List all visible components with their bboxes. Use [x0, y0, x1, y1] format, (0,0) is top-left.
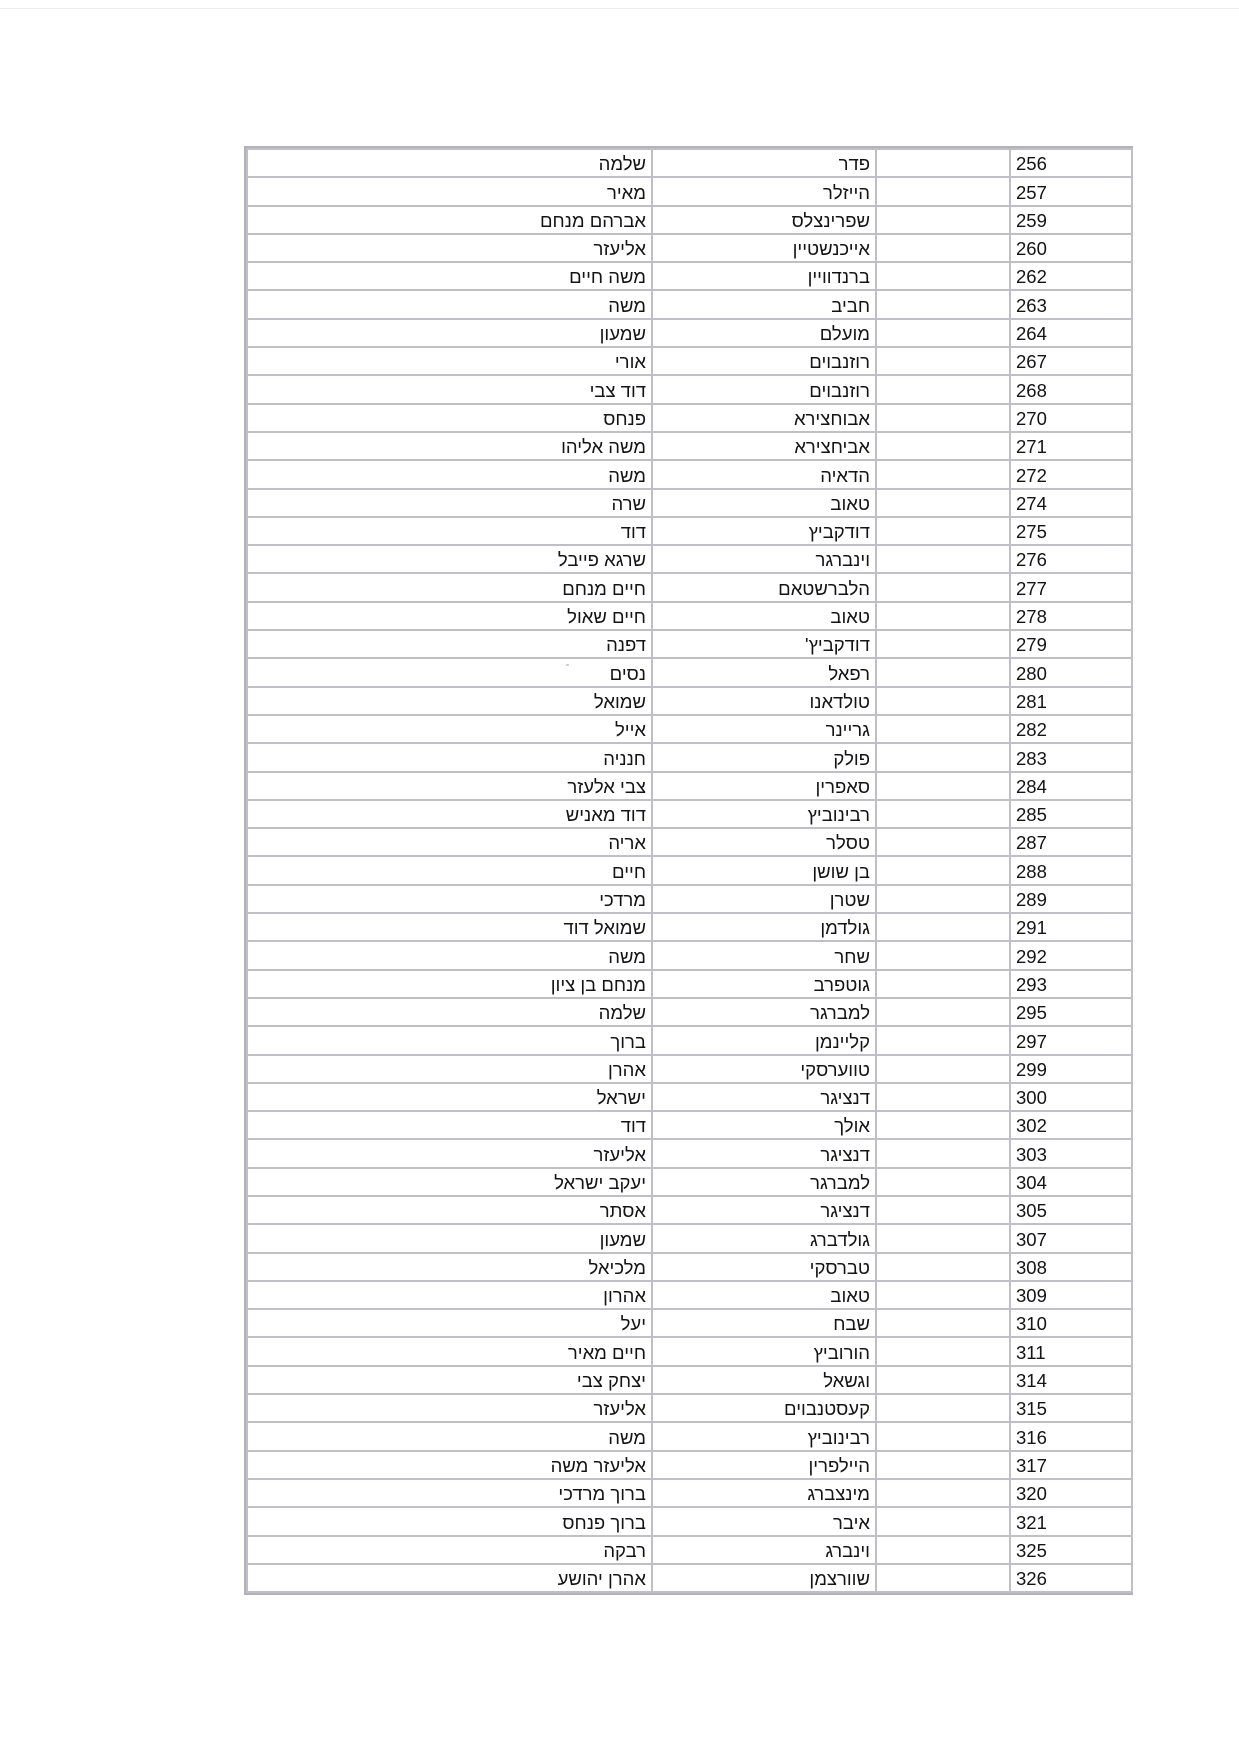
empty-cell — [876, 856, 1010, 884]
table-row — [247, 1253, 1132, 1281]
empty-cell — [876, 460, 1010, 488]
last-name: טווערסקי — [652, 1055, 876, 1083]
first-name: דוד — [247, 1111, 652, 1139]
first-name: משה — [247, 1422, 652, 1450]
empty-cell — [876, 687, 1010, 715]
empty-cell — [876, 1366, 1010, 1394]
first-name: צבי אלעזר — [247, 772, 652, 800]
empty-cell — [876, 319, 1010, 347]
table-row — [247, 856, 1132, 884]
empty-cell — [876, 177, 1010, 205]
last-name: מינצברג — [652, 1479, 876, 1507]
row-number: 260 — [1010, 234, 1132, 262]
empty-cell — [876, 149, 1010, 177]
table-row — [247, 1309, 1132, 1337]
first-name: חיים שאול — [247, 602, 652, 630]
first-name: אליעזר — [247, 234, 652, 262]
empty-cell — [876, 573, 1010, 601]
row-number: 275 — [1010, 517, 1132, 545]
table-row — [247, 545, 1132, 573]
empty-cell — [876, 998, 1010, 1026]
first-name: אורי — [247, 347, 652, 375]
empty-cell — [876, 375, 1010, 403]
last-name: בן שושן — [652, 856, 876, 884]
last-name: רבינוביץ — [652, 800, 876, 828]
last-name: איבר — [652, 1507, 876, 1535]
first-name: ברוך מרדכי — [247, 1479, 652, 1507]
table-row — [247, 1507, 1132, 1535]
table-row — [247, 772, 1132, 800]
last-name: טאוב — [652, 1281, 876, 1309]
row-number: 281 — [1010, 687, 1132, 715]
empty-cell — [876, 404, 1010, 432]
last-name: גולדמן — [652, 913, 876, 941]
table-row — [247, 177, 1132, 205]
row-number: 297 — [1010, 1026, 1132, 1054]
first-name: אייל — [247, 715, 652, 743]
row-number: 289 — [1010, 885, 1132, 913]
table-row — [247, 573, 1132, 601]
empty-cell — [876, 1224, 1010, 1252]
empty-cell — [876, 1196, 1010, 1224]
table-row — [247, 234, 1132, 262]
last-name: טאוב — [652, 602, 876, 630]
names-table-body — [247, 149, 1132, 1592]
row-number: 315 — [1010, 1394, 1132, 1422]
row-number: 307 — [1010, 1224, 1132, 1252]
empty-cell — [876, 262, 1010, 290]
table-row — [247, 743, 1132, 771]
empty-cell — [876, 1139, 1010, 1167]
first-name: אברהם מנחם — [247, 206, 652, 234]
last-name: קליינמן — [652, 1026, 876, 1054]
table-row — [247, 1055, 1132, 1083]
first-name: שרגא פייבל — [247, 545, 652, 573]
first-name: פנחס — [247, 404, 652, 432]
empty-cell — [876, 1168, 1010, 1196]
first-name: אליעזר — [247, 1139, 652, 1167]
row-number: 293 — [1010, 970, 1132, 998]
empty-cell — [876, 1507, 1010, 1535]
first-name: משה — [247, 941, 652, 969]
row-number: 310 — [1010, 1309, 1132, 1337]
last-name: טברסקי — [652, 1253, 876, 1281]
table-row — [247, 1111, 1132, 1139]
last-name: וגשאל — [652, 1366, 876, 1394]
row-number: 303 — [1010, 1139, 1132, 1167]
empty-cell — [876, 517, 1010, 545]
empty-cell — [876, 1055, 1010, 1083]
first-name: אליעזר — [247, 1394, 652, 1422]
row-number: 257 — [1010, 177, 1132, 205]
row-number: 304 — [1010, 1168, 1132, 1196]
table-row — [247, 998, 1132, 1026]
empty-cell — [876, 1479, 1010, 1507]
last-name: חביב — [652, 290, 876, 318]
row-number: 300 — [1010, 1083, 1132, 1111]
table-row — [247, 1422, 1132, 1450]
empty-cell — [876, 234, 1010, 262]
table-row — [247, 913, 1132, 941]
last-name: קעסטנבוים — [652, 1394, 876, 1422]
last-name: רפאל — [652, 658, 876, 686]
first-name: אריה — [247, 828, 652, 856]
row-number: 321 — [1010, 1507, 1132, 1535]
row-number: 259 — [1010, 206, 1132, 234]
first-name: אהרון — [247, 1281, 652, 1309]
first-name: חיים מנחם — [247, 573, 652, 601]
row-number: 256 — [1010, 149, 1132, 177]
table-row — [247, 1224, 1132, 1252]
table-row — [247, 715, 1132, 743]
last-name: גריינר — [652, 715, 876, 743]
table-row — [247, 517, 1132, 545]
empty-cell — [876, 658, 1010, 686]
first-name: מאיר — [247, 177, 652, 205]
table-row — [247, 1564, 1132, 1592]
table-row — [247, 602, 1132, 630]
empty-cell — [876, 800, 1010, 828]
empty-cell — [876, 941, 1010, 969]
table-row — [247, 1083, 1132, 1111]
table-row — [247, 489, 1132, 517]
names-table — [246, 148, 1133, 1593]
empty-cell — [876, 1536, 1010, 1564]
row-number: 285 — [1010, 800, 1132, 828]
row-number: 270 — [1010, 404, 1132, 432]
table-row — [247, 149, 1132, 177]
table-row — [247, 1366, 1132, 1394]
table-row — [247, 1479, 1132, 1507]
first-name: אסתר — [247, 1196, 652, 1224]
empty-cell — [876, 772, 1010, 800]
table-row — [247, 206, 1132, 234]
first-name: ברוך — [247, 1026, 652, 1054]
empty-cell — [876, 1083, 1010, 1111]
last-name: מועלם — [652, 319, 876, 347]
row-number: 276 — [1010, 545, 1132, 573]
table-row — [247, 1168, 1132, 1196]
row-number: 299 — [1010, 1055, 1132, 1083]
row-number: 309 — [1010, 1281, 1132, 1309]
row-number: 305 — [1010, 1196, 1132, 1224]
table-row — [247, 1026, 1132, 1054]
empty-cell — [876, 1337, 1010, 1365]
first-name: חיים — [247, 856, 652, 884]
row-number: 287 — [1010, 828, 1132, 856]
table-row — [247, 1394, 1132, 1422]
last-name: אביחצירא — [652, 432, 876, 460]
row-number: 284 — [1010, 772, 1132, 800]
last-name: אולך — [652, 1111, 876, 1139]
first-name: דוד מאניש — [247, 800, 652, 828]
first-name: יעקב ישראל — [247, 1168, 652, 1196]
last-name: רבינוביץ — [652, 1422, 876, 1450]
row-number: 268 — [1010, 375, 1132, 403]
first-name: אהרן — [247, 1055, 652, 1083]
table-row — [247, 1139, 1132, 1167]
first-name: שלמה — [247, 998, 652, 1026]
empty-cell — [876, 715, 1010, 743]
empty-cell — [876, 743, 1010, 771]
table-row — [247, 290, 1132, 318]
row-number: 283 — [1010, 743, 1132, 771]
last-name: אבוחצירא — [652, 404, 876, 432]
empty-cell — [876, 1281, 1010, 1309]
empty-cell — [876, 970, 1010, 998]
row-number: 288 — [1010, 856, 1132, 884]
table-row — [247, 1196, 1132, 1224]
empty-cell — [876, 1451, 1010, 1479]
last-name: טולדאנו — [652, 687, 876, 715]
last-name: למברגר — [652, 998, 876, 1026]
first-name: שמעון — [247, 319, 652, 347]
last-name: הדאיה — [652, 460, 876, 488]
empty-cell — [876, 1309, 1010, 1337]
last-name: למברגר — [652, 1168, 876, 1196]
row-number: 274 — [1010, 489, 1132, 517]
last-name: דודקביץ — [652, 517, 876, 545]
row-number: 282 — [1010, 715, 1132, 743]
empty-cell — [876, 630, 1010, 658]
row-number: 326 — [1010, 1564, 1132, 1592]
row-number: 267 — [1010, 347, 1132, 375]
row-number: 291 — [1010, 913, 1132, 941]
empty-cell — [876, 1026, 1010, 1054]
first-name: חנניה — [247, 743, 652, 771]
first-name: דפנה — [247, 630, 652, 658]
row-number: 316 — [1010, 1422, 1132, 1450]
empty-cell — [876, 885, 1010, 913]
empty-cell — [876, 489, 1010, 517]
table-row — [247, 319, 1132, 347]
table-row — [247, 687, 1132, 715]
first-name: יצחק צבי — [247, 1366, 652, 1394]
row-number: 271 — [1010, 432, 1132, 460]
row-number: 302 — [1010, 1111, 1132, 1139]
last-name: הלברשטאם — [652, 573, 876, 601]
table-row — [247, 800, 1132, 828]
last-name: הייזלר — [652, 177, 876, 205]
row-number: 263 — [1010, 290, 1132, 318]
empty-cell — [876, 545, 1010, 573]
first-name: אהרן יהושע — [247, 1564, 652, 1592]
first-name: שמעון — [247, 1224, 652, 1252]
last-name: רוזנבוים — [652, 347, 876, 375]
last-name: וינברג — [652, 1536, 876, 1564]
row-number: 295 — [1010, 998, 1132, 1026]
last-name: שוורצמן — [652, 1564, 876, 1592]
empty-cell — [876, 828, 1010, 856]
first-name: יעל — [247, 1309, 652, 1337]
first-name: רבקה — [247, 1536, 652, 1564]
row-number: 277 — [1010, 573, 1132, 601]
row-number: 272 — [1010, 460, 1132, 488]
row-number: 280 — [1010, 658, 1132, 686]
last-name: שבח — [652, 1309, 876, 1337]
last-name: גולדברג — [652, 1224, 876, 1252]
row-number: 325 — [1010, 1536, 1132, 1564]
first-name: ישראל — [247, 1083, 652, 1111]
table-row — [247, 630, 1132, 658]
last-name: הורוביץ — [652, 1337, 876, 1365]
last-name: דנציגר — [652, 1196, 876, 1224]
last-name: גוטפרב — [652, 970, 876, 998]
empty-cell — [876, 1422, 1010, 1450]
first-name: מנחם בן ציון — [247, 970, 652, 998]
row-number: 292 — [1010, 941, 1132, 969]
table-row — [247, 1536, 1132, 1564]
last-name: פדר — [652, 149, 876, 177]
table-row — [247, 885, 1132, 913]
last-name: טסלר — [652, 828, 876, 856]
empty-cell — [876, 290, 1010, 318]
table-row — [247, 347, 1132, 375]
row-number: 314 — [1010, 1366, 1132, 1394]
last-name: וינברגר — [652, 545, 876, 573]
first-name: ברוך פנחס — [247, 1507, 652, 1535]
last-name: ברנדוויין — [652, 262, 876, 290]
first-name: שמואל — [247, 687, 652, 715]
first-name: מלכיאל — [247, 1253, 652, 1281]
last-name: שפרינצלס — [652, 206, 876, 234]
last-name: דנציגר — [652, 1083, 876, 1111]
row-number: 279 — [1010, 630, 1132, 658]
first-name: דוד — [247, 517, 652, 545]
first-name: דוד צבי — [247, 375, 652, 403]
table-row — [247, 460, 1132, 488]
first-name: שמואל דוד — [247, 913, 652, 941]
first-name: אליעזר משה — [247, 1451, 652, 1479]
empty-cell — [876, 1111, 1010, 1139]
row-number: 264 — [1010, 319, 1132, 347]
first-name: נסים — [247, 658, 652, 686]
first-name: שלמה — [247, 149, 652, 177]
first-name: משה אליהו — [247, 432, 652, 460]
first-name: מרדכי — [247, 885, 652, 913]
last-name: דודקביץ' — [652, 630, 876, 658]
table-row — [247, 375, 1132, 403]
last-name: סאפרין — [652, 772, 876, 800]
table-row — [247, 404, 1132, 432]
row-number: 317 — [1010, 1451, 1132, 1479]
first-name: משה — [247, 290, 652, 318]
first-name: משה חיים — [247, 262, 652, 290]
empty-cell — [876, 913, 1010, 941]
row-number: 278 — [1010, 602, 1132, 630]
names-table-container — [244, 146, 1133, 1595]
table-row — [247, 941, 1132, 969]
last-name: רוזנבוים — [652, 375, 876, 403]
table-row — [247, 432, 1132, 460]
last-name: אייכנשטיין — [652, 234, 876, 262]
first-name: שרה — [247, 489, 652, 517]
table-row — [247, 1451, 1132, 1479]
row-number: 311 — [1010, 1337, 1132, 1365]
table-row — [247, 828, 1132, 856]
row-number: 308 — [1010, 1253, 1132, 1281]
table-row — [247, 970, 1132, 998]
row-number: 262 — [1010, 262, 1132, 290]
last-name: פולק — [652, 743, 876, 771]
table-row — [247, 658, 1132, 686]
empty-cell — [876, 432, 1010, 460]
empty-cell — [876, 206, 1010, 234]
empty-cell — [876, 1253, 1010, 1281]
row-number: 320 — [1010, 1479, 1132, 1507]
empty-cell — [876, 347, 1010, 375]
empty-cell — [876, 1394, 1010, 1422]
last-name: דנציגר — [652, 1139, 876, 1167]
empty-cell — [876, 602, 1010, 630]
scan-speck — [566, 664, 569, 666]
table-row — [247, 262, 1132, 290]
last-name: היילפרין — [652, 1451, 876, 1479]
table-row — [247, 1337, 1132, 1365]
first-name: חיים מאיר — [247, 1337, 652, 1365]
first-name: משה — [247, 460, 652, 488]
last-name: טאוב — [652, 489, 876, 517]
last-name: שחר — [652, 941, 876, 969]
empty-cell — [876, 1564, 1010, 1592]
last-name: שטרן — [652, 885, 876, 913]
table-row — [247, 1281, 1132, 1309]
